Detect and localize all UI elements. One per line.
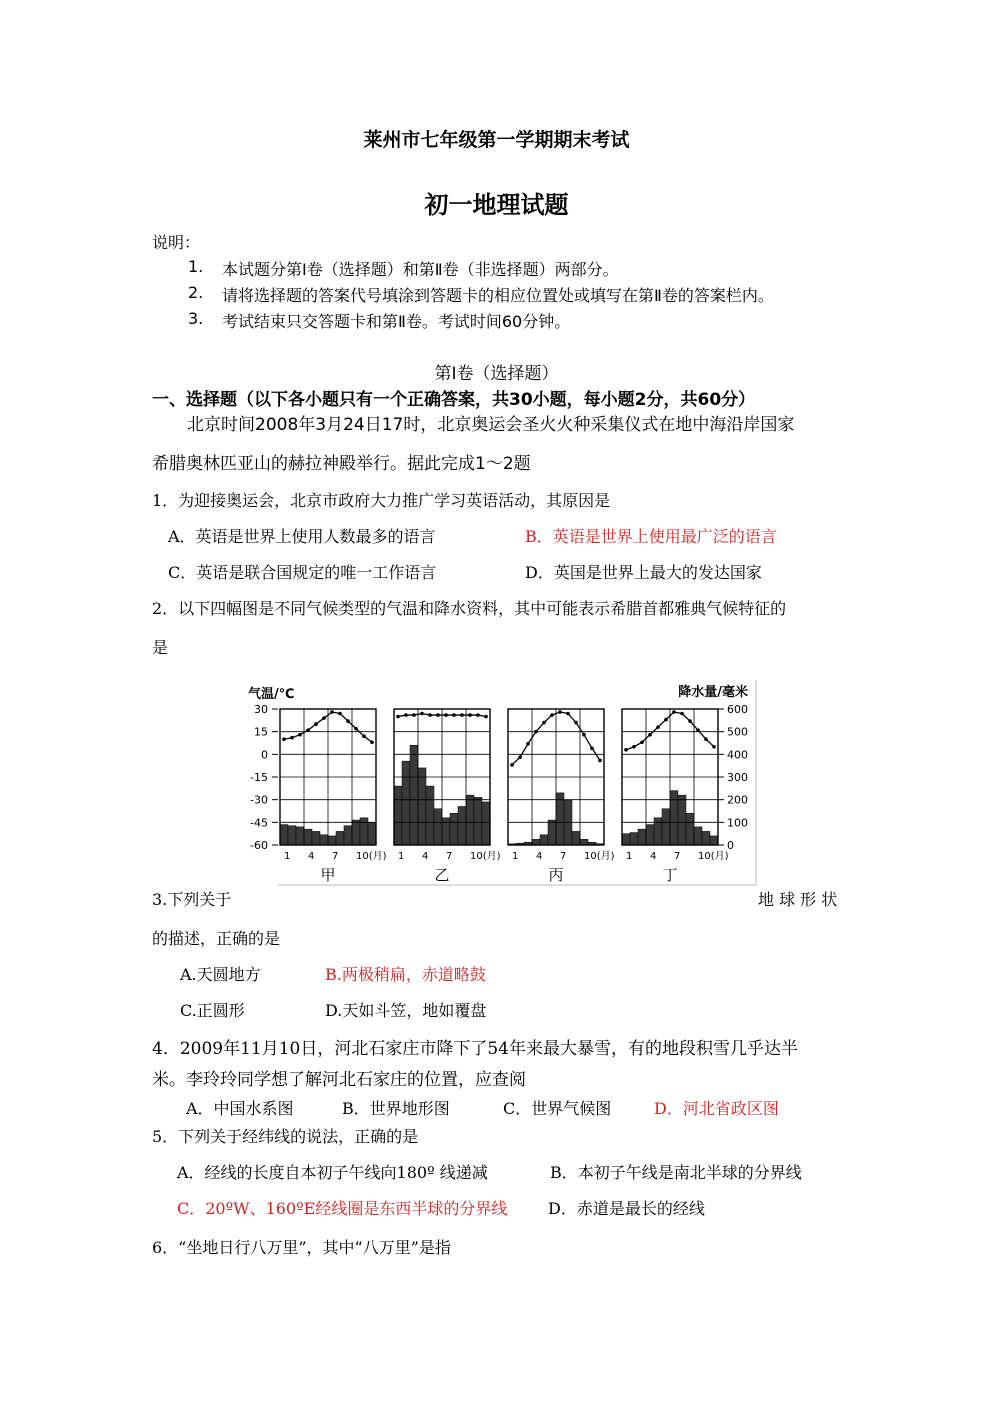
x-tick-label: 4 (650, 851, 657, 862)
precipitation-bar (450, 813, 458, 845)
temperature-point (306, 728, 310, 732)
q5-option-b: B．本初子午线是南北半球的分界线 (550, 1163, 802, 1182)
temperature-point (688, 719, 692, 723)
precipitation-bar (418, 768, 426, 845)
precipitation-bar (548, 820, 556, 845)
temperature-point (518, 756, 522, 760)
q1-option-d: D．英国是世界上最大的发达国家 (525, 563, 762, 582)
precipitation-bar (710, 836, 718, 845)
precipitation-bar (694, 827, 702, 845)
temperature-point (330, 710, 334, 714)
temperature-point (354, 727, 358, 731)
x-tick-label: 1 (512, 851, 519, 862)
temperature-point (322, 716, 326, 720)
q3-option-c: C.正圆形 (180, 1001, 245, 1020)
precipitation-bar (702, 831, 710, 845)
x-tick-label: 1 (626, 851, 633, 862)
right-tick-label: 600 (727, 703, 748, 716)
precipitation-bar (442, 818, 450, 845)
temperature-point (664, 718, 668, 722)
x-tick-label: 10(月) (698, 851, 729, 862)
x-tick-label: 7 (560, 851, 567, 862)
temperature-point (712, 745, 716, 749)
right-axis-label: 降水量/毫米 (678, 685, 748, 700)
right-tick-label: 400 (727, 748, 748, 762)
precipitation-bar (678, 795, 686, 845)
precipitation-bar (410, 745, 418, 845)
x-tick-label: 1 (284, 851, 291, 862)
precipitation-bar (474, 797, 482, 845)
q3-option-d: D.天如斗笠，地如覆盘 (325, 1001, 487, 1020)
q4-option-a: A．中国水系图 (186, 1099, 294, 1118)
precipitation-bar (360, 818, 368, 845)
precipitation-bar (458, 806, 466, 845)
temperature-point (680, 712, 684, 716)
school-line: 莱州市七年级第一学期期末考试 (363, 129, 630, 151)
q4-stem-line-2: 米。李玲玲同学想了解河北石家庄的位置，应查阅 (152, 1070, 526, 1090)
precipitation-bar (556, 793, 564, 845)
temperature-point (314, 722, 318, 726)
temperature-point (370, 740, 374, 744)
left-tick-label: 30 (254, 703, 268, 716)
temperature-point (550, 713, 554, 717)
right-tick-label: 300 (727, 771, 748, 784)
precipitation-bar (288, 826, 296, 845)
q5-stem: 5．下列关于经纬线的说法，正确的是 (152, 1127, 419, 1146)
precipitation-bar (654, 818, 662, 845)
temperature-point (484, 715, 488, 719)
temperature-point (534, 730, 538, 734)
precipitation-bar (402, 761, 410, 845)
precipitation-bar (572, 831, 580, 845)
precipitation-bar (352, 820, 360, 845)
precipitation-bar (466, 795, 474, 845)
panel-name: 甲 (320, 866, 336, 884)
temperature-point (420, 712, 424, 716)
left-tick-label: 15 (254, 725, 268, 739)
right-tick-label: 0 (727, 839, 734, 852)
temperature-point (648, 733, 652, 737)
temperature-point (640, 740, 644, 744)
climate-chart (238, 678, 758, 888)
precipitation-bar (394, 786, 402, 845)
temperature-point (632, 745, 636, 749)
x-tick-label: 7 (332, 851, 339, 862)
section-title: 一、选择题（以下各小题只有一个正确答案，共30小题，每小题2分，共60分） (152, 390, 756, 410)
precipitation-bar (320, 835, 328, 845)
temperature-point (362, 734, 366, 738)
q1-option-b: B．英语是世界上使用最广泛的语言 (525, 527, 777, 546)
temperature-point (468, 713, 472, 717)
q2-stem-line-2: 是 (152, 638, 169, 657)
temperature-point (566, 712, 570, 716)
precipitation-bar (622, 834, 630, 845)
temperature-point (558, 710, 562, 714)
temperature-point (696, 728, 700, 732)
temperature-point (704, 737, 708, 741)
precipitation-bar (328, 836, 336, 845)
q2-stem-line-1: 2．以下四幅图是不同气候类型的气温和降水资料，其中可能表示希腊首都雅典气候特征的 (152, 599, 787, 618)
precipitation-bar (686, 813, 694, 845)
temperature-point (436, 713, 440, 717)
right-tick-label: 500 (727, 725, 748, 739)
precipitation-bar (426, 786, 434, 845)
page-title: 初一地理试题 (424, 191, 569, 219)
temperature-point (476, 713, 480, 717)
right-tick-label: 100 (727, 816, 748, 830)
precipitation-bar (312, 831, 320, 845)
intro-line-1: 北京时间2008年3月24日17时，北京奥运会圣火火种采集仪式在地中海沿岸国家 (187, 415, 795, 435)
temperature-point (298, 733, 302, 737)
q1-option-a: A．英语是世界上使用人数最多的语言 (168, 527, 436, 546)
x-tick-label: 7 (446, 851, 453, 862)
precipitation-bar (304, 829, 312, 845)
q4-option-b: B．世界地形图 (342, 1099, 450, 1118)
q3-option-a: A.天圆地方 (180, 965, 261, 984)
precipitation-bar (434, 809, 442, 845)
q6-stem: 6．“坐地日行八万里”，其中“八万里”是指 (152, 1238, 451, 1257)
q4-stem-line-1: 4．2009年11月10日，河北石家庄市降下了54年来最大暴雪，有的地段积雪几乎达半 (152, 1039, 798, 1059)
note-3-text: 考试结束只交答题卡和第Ⅱ卷。考试时间60分钟。 (222, 312, 571, 331)
precipitation-bar (532, 839, 540, 845)
x-tick-label: 10(月) (470, 851, 501, 862)
q3-option-b: B.两极稍扁，赤道略鼓 (325, 965, 486, 984)
note-1-text: 本试题分第Ⅰ卷（选择题）和第Ⅱ卷（非选择题）两部分。 (222, 260, 619, 279)
part1-heading: 第Ⅰ卷（选择题） (434, 364, 559, 384)
temperature-point (338, 712, 342, 716)
temperature-point (624, 748, 628, 752)
temperature-point (582, 733, 586, 737)
precipitation-bar (540, 835, 548, 845)
precipitation-bar (646, 825, 654, 845)
left-tick-label: -60 (250, 839, 268, 852)
q5-option-c: C．20ºW、160ºE经线圈是东西半球的分界线 (177, 1199, 508, 1218)
x-tick-label: 4 (422, 851, 429, 862)
note-3-num: 3. (188, 309, 204, 328)
precipitation-bar (344, 826, 352, 845)
q3-stem-right: 地 球 形 状 (758, 890, 838, 909)
x-tick-label: 4 (308, 851, 315, 862)
precipitation-bar (638, 829, 646, 845)
left-tick-label: -15 (250, 771, 268, 784)
temperature-point (396, 715, 400, 719)
temperature-point (460, 713, 464, 717)
x-tick-label: 10(月) (584, 851, 615, 862)
temperature-point (282, 737, 286, 741)
temperature-point (574, 721, 578, 725)
precipitation-bar (670, 791, 678, 845)
q3-stem-line-2: 的描述，正确的是 (152, 929, 281, 948)
temperature-point (510, 763, 514, 767)
temperature-point (656, 725, 660, 729)
temperature-point (444, 713, 448, 717)
q1-stem: 1．为迎接奥运会，北京市政府大力推广学习英语活动，其原因是 (152, 491, 611, 510)
temperature-point (672, 710, 676, 714)
intro-line-2: 希腊奥林匹亚山的赫拉神殿举行。据此完成1～2题 (152, 454, 531, 474)
temperature-point (404, 713, 408, 717)
q3-stem-left: 3.下列关于 (152, 890, 232, 909)
precipitation-bar (280, 825, 288, 845)
q1-option-c: C．英语是联合国规定的唯一工作语言 (168, 563, 437, 582)
temperature-point (526, 742, 530, 746)
panel-name: 丙 (548, 866, 564, 884)
x-tick-label: 1 (398, 851, 405, 862)
notes-label: 说明： (152, 233, 201, 252)
temperature-point (598, 759, 602, 763)
temperature-point (428, 713, 432, 717)
q5-option-a: A．经线的长度自本初子午线向180º 线递减 (177, 1163, 488, 1182)
temperature-point (412, 713, 416, 717)
temperature-point (590, 746, 594, 750)
right-tick-label: 200 (727, 793, 748, 807)
x-tick-label: 4 (536, 851, 543, 862)
precipitation-bar (662, 809, 670, 845)
left-tick-label: -45 (250, 816, 268, 830)
precipitation-bar (368, 822, 376, 845)
temperature-point (290, 736, 294, 740)
panel-name: 丁 (662, 866, 678, 884)
q4-option-d: D．河北省政区图 (654, 1099, 779, 1118)
x-tick-label: 7 (674, 851, 681, 862)
precipitation-bar (630, 833, 638, 845)
note-1-num: 1. (188, 257, 204, 276)
note-2-num: 2. (188, 283, 204, 302)
panel-name: 乙 (434, 866, 450, 884)
precipitation-bar (482, 802, 490, 845)
q5-option-d: D．赤道是最长的经线 (548, 1199, 705, 1218)
left-tick-label: 0 (261, 748, 268, 762)
note-2-text: 请将选择题的答案代号填涂到答题卡的相应位置处或填写在第Ⅱ卷的答案栏内。 (222, 286, 774, 305)
temperature-point (346, 719, 350, 723)
left-tick-label: -30 (250, 793, 268, 807)
q4-option-c: C．世界气候图 (503, 1099, 612, 1118)
precipitation-bar (336, 831, 344, 845)
x-tick-label: 10(月) (356, 851, 387, 862)
precipitation-bar (580, 839, 588, 845)
temperature-point (542, 721, 546, 725)
temperature-point (452, 713, 456, 717)
precipitation-bar (296, 827, 304, 845)
left-axis-label: 气温/℃ (248, 687, 295, 702)
